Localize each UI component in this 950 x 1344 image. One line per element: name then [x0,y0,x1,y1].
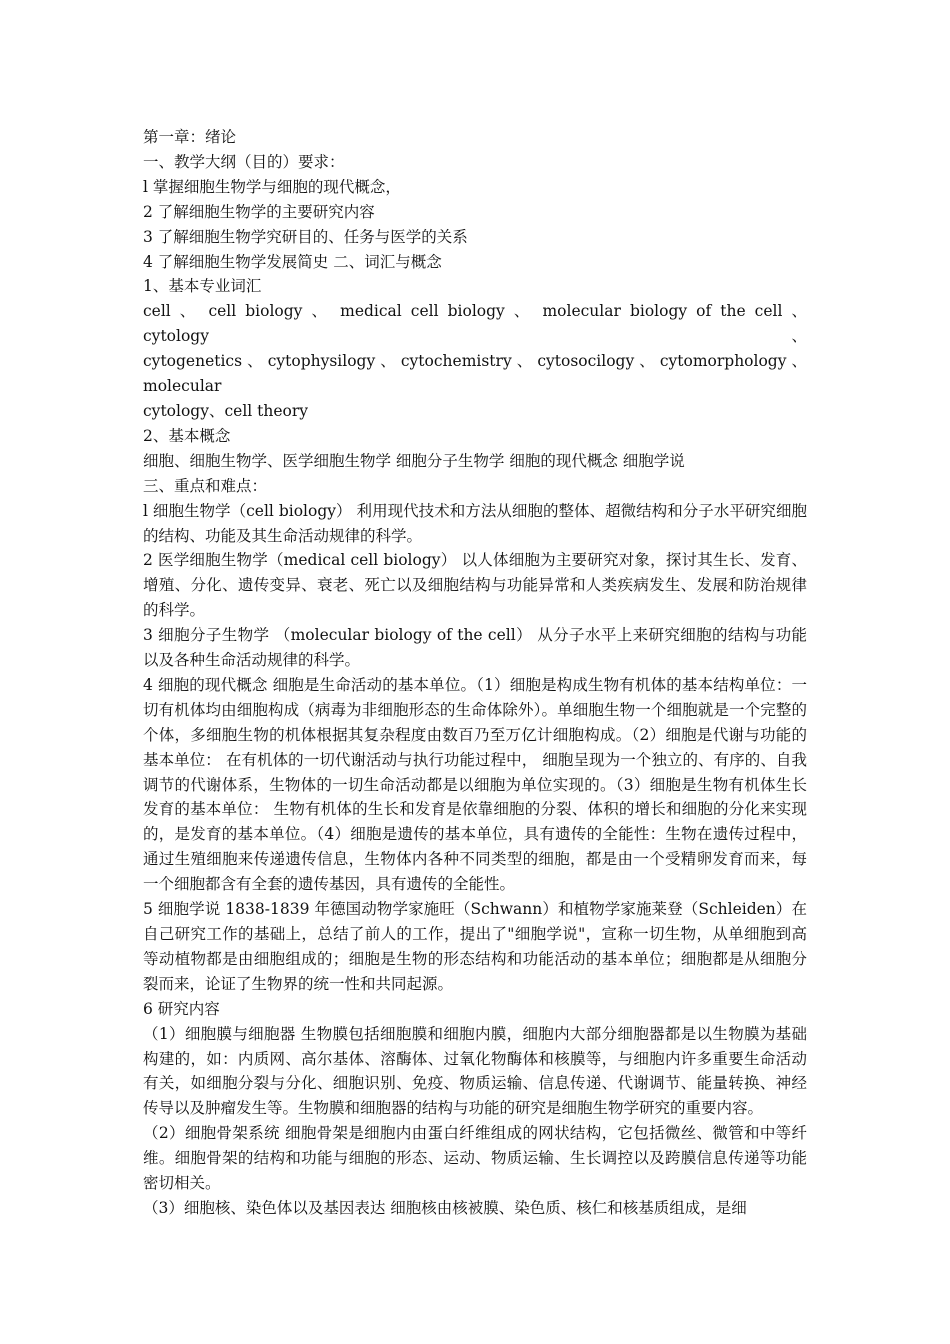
vocabulary-line: cytogenetics 、 cytophysilogy 、 cytochemistry 、 cytosocilogy 、 cytomorphology 、 molecular [143,352,807,396]
paragraph: 5 细胞学说 1838-1839 年德国动物学家施旺（Schwann）和植物学家施莱登（Schleiden）在自己研究工作的基础上，总结了前人的工作，提出了"细胞学说"，宣称一切生物，从单细胞到高等动植物都是由细胞组成的；细胞是生物的形态结构和功能活动的基本单位；细胞都是从细胞分裂而来，论证了生物界的统一性和共同起源。 [143,900,807,993]
list-item: 2 了解细胞生物学的主要研究内容 [143,202,375,221]
concept-list: 细胞、细胞生物学、医学细胞生物学 细胞分子生物学 细胞的现代概念 细胞学说 [143,451,685,470]
list-item: 4 了解细胞生物学发展简史 二、词汇与概念 [143,252,442,271]
paragraph: 2 医学细胞生物学（medical cell biology） 以人体细胞为主要研究对象，探讨其生长、发育、增殖、分化、遗传变异、衰老、死亡以及细胞结构与功能异常和人类疾病发生、发展和防治规律的科学。 [143,551,807,620]
chapter-title: 第一章：绪论 [143,128,237,146]
section-heading: 三、重点和难点： [143,476,268,495]
subsection-heading: 2、基本概念 [143,426,231,445]
paragraph: l 细胞生物学（cell biology） 利用现代技术和方法从细胞的整体、超微结构和分子水平研究细胞的结构、功能及其生命活动规律的科学。 [143,501,807,545]
paragraph: 3 细胞分子生物学 （molecular biology of the cell） 从分子水平上来研究细胞的结构与功能以及各种生命活动规律的科学。 [143,626,807,670]
list-item: 3 了解细胞生物学究研目的、任务与医学的关系 [143,227,468,246]
paragraph: （3）细胞核、染色体以及基因表达 细胞核由核被膜、染色质、核仁和核基质组成，是细 [143,1198,747,1217]
vocabulary-line: cytology、cell theory [143,401,309,420]
vocabulary-line: cell 、 cell biology 、 medical cell biology 、 molecular biology of the cell 、 cytology 、 [143,302,807,346]
paragraph: 4 细胞的现代概念 细胞是生命活动的基本单位。（1）细胞是构成生物有机体的基本结构单位：一切有机体均由细胞构成（病毒为非细胞形态的生命体除外）。单细胞生物一个细胞就是一个完整的个体，多细胞生物的机体根据其复杂程度由数百乃至万亿计细胞构成。（2）细胞是代谢与功能的基本单位： 在有机体的一切代谢活动与执行功能过程中， 细胞呈现为一个独立的、有序的、自我调节的代谢体系，生物体的一切生命活动都是以细胞为单位实现的。（3）细胞是生物有机体生长发育的基本单位： 生物有机体的生长和发育是依靠细胞的分裂、体积的增长和细胞的分化来实现的，是发育的基本单位。（4）细胞是遗传的基本单位，具有遗传的全能性：生物在遗传过程中，通过生殖细胞来传递遗传信息，生物体内各种不同类型的细胞，都是由一个受精卵发育而来，每一个细胞都含有全套的遗传基因，具有遗传的全能性。 [143,675,807,894]
subsection-heading: 6 研究内容 [143,999,220,1018]
list-item: l 掌握细胞生物学与细胞的现代概念， [143,177,401,196]
section-heading: 一、教学大纲（目的）要求： [143,152,345,171]
document-page [143,125,807,1221]
subsection-heading: 1、基本专业词汇 [143,277,262,296]
paragraph: （1）细胞膜与细胞器 生物膜包括细胞膜和细胞内膜，细胞内大部分细胞器都是以生物膜为基础构建的，如：内质网、高尔基体、溶酶体、过氧化物酶体和核膜等，与细胞内许多重要生命活动有关，如细胞分裂与分化、细胞识别、免疫、物质运输、信息传递、代谢调节、能量转换、神经传导以及肿瘤发生等。生物膜和细胞器的结构与功能的研究是细胞生物学研究的重要内容。 [143,1024,807,1118]
paragraph: （2）细胞骨架系统 细胞骨架是细胞内由蛋白纤维组成的网状结构，它包括微丝、微管和中等纤维。细胞骨架的结构和功能与细胞的形态、运动、物质运输、生长调控以及跨膜信息传递等功能密切相关。 [143,1124,807,1193]
